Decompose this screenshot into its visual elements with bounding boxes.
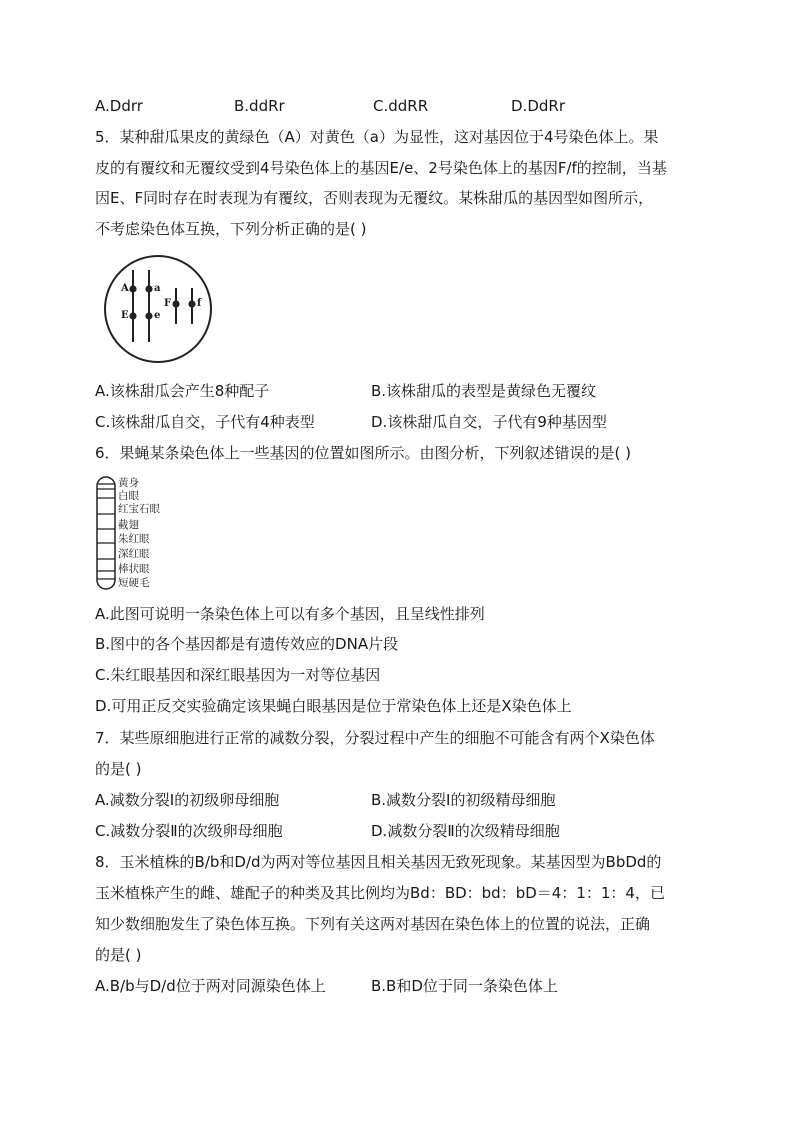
q7-option-c: C.减数分裂Ⅱ的次级卵母细胞 <box>95 822 283 840</box>
gene-label-3: 红宝石眼 <box>118 503 160 515</box>
q4-option-b: B.ddRr <box>234 97 285 115</box>
q8-option-a: A.B/b与D/d位于两对同源染色体上 <box>95 977 326 995</box>
q5-option-a: A.该株甜瓜会产生8种配子 <box>95 382 270 400</box>
gene-label-1: 黄身 <box>118 477 139 489</box>
q6-option-b: B.图中的各个基因都是有遗传效应的DNA片段 <box>95 635 399 653</box>
q5-stem-line-4: 不考虑染色体互换，下列分析正确的是( ) <box>95 220 367 238</box>
q6-option-c: C.朱红眼基因和深红眼基因为一对等位基因 <box>95 666 381 684</box>
label-E: E <box>121 310 129 321</box>
q4-option-c: C.ddRR <box>373 97 429 115</box>
cell-outline <box>105 256 211 362</box>
label-f: f <box>197 298 202 309</box>
q6-chromosome-diagram <box>95 476 117 590</box>
q7-option-b: B.减数分裂Ⅰ的初级精母细胞 <box>371 791 556 809</box>
q6-chromosome-figure <box>95 476 175 592</box>
q8-stem-line-1: 8．玉米植株的B/b和D/d为两对等位基因且相关基因无致死现象。某基因型为BbDd的 <box>95 853 662 871</box>
gene-label-8: 短硬毛 <box>118 577 150 589</box>
q6-stem: 6．果蝇某条染色体上一些基因的位置如图所示。由图分析，下列叙述错误的是( ) <box>95 444 632 462</box>
label-A: A <box>121 283 129 294</box>
gene-label-5: 朱红眼 <box>118 533 150 545</box>
q8-option-b: B.B和D位于同一条染色体上 <box>371 977 558 995</box>
q5-cell-figure <box>96 252 222 368</box>
locus-e <box>145 312 152 319</box>
q4-option-a: A.Ddrr <box>95 97 143 115</box>
q8-stem-line-2: 玉米植株产生的雌、雄配子的种类及其比例均为Bd：BD：bd：bD＝4：1：1：4，已 <box>95 884 665 902</box>
q6-option-d: D.可用正反交实验确定该果蝇白眼基因是位于常染色体上还是X染色体上 <box>95 697 572 715</box>
q7-option-d: D.减数分裂Ⅱ的次级精母细胞 <box>371 822 560 840</box>
q7-stem-line-1: 7．某些原细胞进行正常的减数分裂，分裂过程中产生的细胞不可能含有两个X染色体 <box>95 729 655 747</box>
chromosome-outline <box>97 477 115 589</box>
gene-label-2: 白眼 <box>118 490 139 502</box>
gene-label-4: 截翅 <box>118 519 139 531</box>
label-e: e <box>154 310 161 321</box>
q5-stem-line-2: 皮的有覆纹和无覆纹受到4号染色体上的基因E/e、2号染色体上的基因F/f的控制，当基 <box>95 159 667 177</box>
locus-E <box>129 312 136 319</box>
locus-f <box>188 300 195 307</box>
q5-stem-line-1: 5．某种甜瓜果皮的黄绿色（A）对黄色（a）为显性，这对基因位于4号染色体上。果 <box>95 128 659 146</box>
q5-option-c: C.该株甜瓜自交，子代有4种表型 <box>95 413 315 431</box>
q6-option-a: A.此图可说明一条染色体上可以有多个基因，且呈线性排列 <box>95 605 485 623</box>
label-F: F <box>164 298 172 309</box>
gene-label-7: 棒状眼 <box>118 563 150 575</box>
q5-stem-line-3: 因E、F同时存在时表现为有覆纹，否则表现为无覆纹。某株甜瓜的基因型如图所示， <box>95 189 654 207</box>
locus-F <box>172 300 179 307</box>
label-a: a <box>154 283 161 294</box>
q7-stem-line-2: 的是( ) <box>95 760 142 778</box>
q4-option-d: D.DdRr <box>511 97 565 115</box>
q5-option-b: B.该株甜瓜的表型是黄绿色无覆纹 <box>371 382 597 400</box>
gene-label-6: 深红眼 <box>118 548 150 560</box>
q8-stem-line-3: 知少数细胞发生了染色体互换。下列有关这两对基因在染色体上的位置的说法，正确 <box>95 915 651 933</box>
locus-A <box>129 285 136 292</box>
q5-option-d: D.该株甜瓜自交，子代有9种基因型 <box>371 413 607 431</box>
locus-a <box>145 285 152 292</box>
q8-stem-line-4: 的是( ) <box>95 946 142 964</box>
q7-option-a: A.减数分裂Ⅰ的初级卵母细胞 <box>95 791 280 809</box>
